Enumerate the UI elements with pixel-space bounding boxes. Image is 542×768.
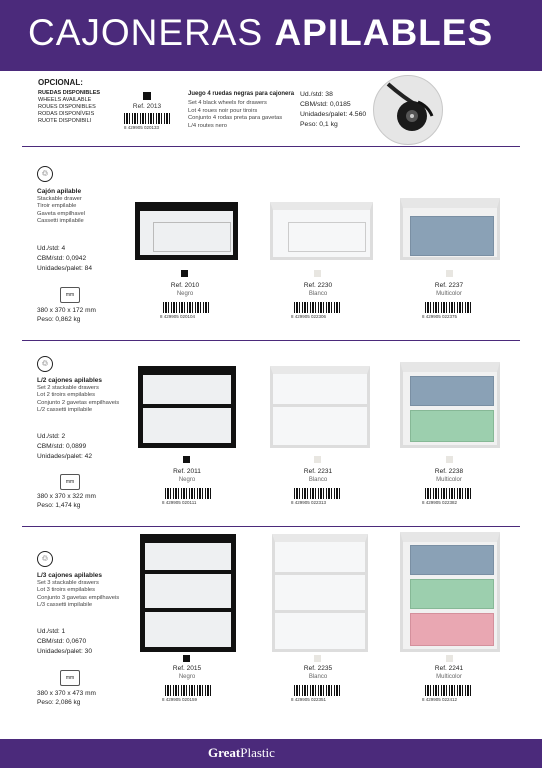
product-barcode (163, 302, 209, 313)
product-ref-block (258, 468, 378, 484)
optional-line: WHEELS AVAILABLE (38, 97, 92, 103)
barcode-number: 8 429905 022382 (422, 500, 458, 505)
section-title: L/2 cajones apilables (37, 377, 103, 384)
product-color: Multicolor (436, 477, 462, 483)
product-color: Negro (178, 674, 196, 680)
barcode-number: 8 429905 022412 (422, 697, 458, 702)
section-divider (22, 146, 520, 147)
section-line: Conjunto 2 gavetas empilhaveis (37, 399, 120, 406)
optional-line: RUOTE DISPONIBILI (38, 118, 92, 124)
section-line: Conjunto 3 gavetas empilhaveis (37, 594, 120, 601)
spec-line: Unidades/palet: 30 (37, 647, 92, 655)
spec-line: CBM/std: 0,0185 (300, 101, 351, 108)
spec-line: Unidades/palet: 42 (37, 452, 92, 460)
dims-line: 380 x 370 x 473 mm (37, 690, 96, 697)
section-line: Lot 3 tiroirs empilables (37, 587, 95, 594)
section-lines (37, 385, 119, 414)
drawer-separator (143, 404, 231, 408)
section-line: Stackable drawer (37, 196, 82, 202)
section-dimensions (37, 492, 96, 510)
optional-line: ROUES DISPONIBLES (38, 104, 96, 110)
wheels-ref: Ref. 2013 (132, 103, 162, 110)
product-color: Blanco (308, 477, 328, 483)
weight-line: Peso: 0,862 kg (37, 316, 81, 323)
barcode-number: 8 429905 022313 (291, 500, 327, 505)
product-barcode (165, 685, 211, 696)
optional-line: RUEDAS DISPONIBLES (38, 90, 101, 96)
drawer-front-pink (410, 613, 494, 646)
kit-line: L/4 routes nero (188, 122, 227, 129)
brand-logo (208, 745, 275, 761)
product-ref: Ref. 2015 (172, 665, 202, 672)
product-color: Blanco (308, 674, 328, 680)
drawer-front-green (410, 579, 494, 609)
barcode-number: 8 429905 022351 (291, 697, 327, 702)
optional-lines (38, 90, 100, 125)
product-ref-block (127, 468, 247, 484)
optional-line: RODAS DISPONÍVEIS (38, 111, 95, 117)
barcode-number: 8 429905 020104 (160, 314, 196, 319)
drawer-front-blue (410, 216, 494, 256)
dimension-box-icon: mm (60, 670, 80, 686)
kit-title: Juego 4 ruedas negras para cajonera (188, 91, 295, 97)
drawer-separator (273, 404, 367, 407)
title-light: CAJONERAS (28, 12, 264, 53)
product-barcode (425, 488, 471, 499)
product-color: Negro (178, 477, 196, 483)
white-color-swatch (314, 270, 321, 277)
product-color: Blanco (308, 291, 328, 297)
black-color-swatch (143, 92, 151, 100)
spec-line: Ud./std: 2 (37, 433, 66, 440)
dimension-box-icon: mm (60, 474, 80, 490)
brand-light: Plastic (240, 745, 275, 760)
barcode-number: 8 429905 020159 (162, 697, 198, 702)
section-specs (37, 627, 92, 656)
wheels-barcode-number: 8 429905 020133 (124, 125, 160, 130)
black-color-swatch (181, 270, 188, 277)
drawer-separator (145, 570, 231, 574)
recycle-icon: ♲ (37, 551, 53, 567)
footer-banner (0, 739, 542, 768)
drawer-front (288, 222, 366, 252)
product-ref-block (125, 282, 245, 298)
section-line: L/2 cassetti impilabile (37, 406, 93, 413)
product-color: Negro (176, 291, 194, 297)
kit-line: Lot 4 roues noir pour tiroirs (188, 107, 258, 114)
spec-line: Ud./std: 1 (37, 628, 66, 635)
wheels-barcode (124, 113, 170, 124)
spec-line: Peso: 0,1 kg (300, 121, 338, 128)
spec-line: Unidades/palet: 84 (37, 264, 92, 272)
product-ref: Ref. 2238 (434, 468, 464, 475)
section-dimensions (37, 689, 96, 707)
barcode-number: 8 429905 020111 (162, 500, 197, 505)
drawer-front (153, 222, 231, 252)
multicolor-swatch (446, 456, 453, 463)
section-line: Set 3 stackable drawers (37, 580, 99, 586)
brand-bold: Great (208, 745, 241, 760)
product-ref-block (127, 665, 247, 681)
product-color: Multicolor (436, 674, 462, 680)
multicolor-swatch (446, 655, 453, 662)
product-color: Multicolor (436, 291, 462, 297)
drawer-front-blue (410, 545, 494, 575)
product-barcode (294, 488, 340, 499)
drawer-front-blue (410, 376, 494, 406)
section-divider (22, 526, 520, 527)
product-barcode (294, 685, 340, 696)
optional-label: OPCIONAL: (38, 78, 83, 87)
spec-line: Ud./std: 38 (300, 91, 333, 98)
drawer-image-white (270, 366, 370, 448)
spec-line: Ud./std: 4 (37, 245, 66, 252)
white-color-swatch (314, 655, 321, 662)
white-color-swatch (314, 456, 321, 463)
section-title: Cajón apilable (37, 188, 82, 195)
section-line: L/3 cassetti impilabile (37, 601, 93, 608)
recycle-icon: ♲ (37, 356, 53, 372)
drawer-front-green (410, 410, 494, 442)
section-line: Set 2 stackable drawers (37, 385, 99, 391)
weight-line: Peso: 1,474 kg (37, 502, 81, 509)
product-barcode (425, 302, 471, 313)
product-ref: Ref. 2235 (303, 665, 333, 672)
drawer-separator (145, 608, 231, 612)
product-barcode (294, 302, 340, 313)
kit-line: Set 4 black wheels for drawers (188, 100, 267, 106)
product-ref: Ref. 2241 (434, 665, 464, 672)
product-ref: Ref. 2237 (434, 282, 464, 289)
product-barcode (165, 488, 211, 499)
drawer-image-white (272, 534, 368, 652)
section-line: Gaveta empilhavel (37, 210, 86, 217)
header-banner (0, 0, 542, 71)
product-ref: Ref. 2230 (303, 282, 333, 289)
weight-line: Peso: 2,086 kg (37, 699, 81, 706)
drawer-separator (275, 610, 365, 613)
product-ref: Ref. 2011 (173, 468, 201, 475)
section-title: L/3 cajones apilables (37, 572, 103, 579)
product-ref-block (258, 282, 378, 298)
dimension-box-icon: mm (60, 287, 80, 303)
product-ref-block (389, 468, 509, 484)
section-dimensions (37, 306, 96, 324)
recycle-icon: ♲ (37, 166, 53, 182)
drawer-separator (275, 572, 365, 575)
black-color-swatch (183, 655, 190, 662)
barcode-number: 8 429905 022306 (291, 314, 327, 319)
product-ref-block (258, 665, 378, 681)
product-ref: Ref. 2010 (170, 282, 200, 289)
section-lines (37, 580, 119, 609)
dims-line: 380 x 370 x 172 mm (37, 307, 96, 314)
product-ref-block (389, 282, 509, 298)
section-line: Tiroir empilable (37, 203, 77, 210)
drawer-image-black (140, 534, 236, 652)
section-line: Lot 2 tiroirs empilables (37, 392, 95, 399)
section-divider (22, 340, 520, 341)
spec-line: CBM/std: 0,0942 (37, 254, 87, 262)
kit-line: Conjunto 4 rodas preta para gavetas (188, 115, 283, 121)
product-ref-block (389, 665, 509, 681)
section-specs (37, 244, 92, 273)
title-bold: APILABLES (274, 12, 494, 53)
section-specs (37, 432, 92, 461)
product-barcode (425, 685, 471, 696)
wheels-specs (300, 90, 366, 130)
black-color-swatch (183, 456, 190, 463)
spec-line: Unidades/palet: 4.560 (300, 111, 367, 118)
spec-line: CBM/std: 0,0899 (37, 442, 87, 450)
optional-wheels-section (0, 71, 542, 146)
section-line: Cassetti impilabile (37, 217, 84, 224)
wheel-image (373, 75, 443, 145)
spec-line: CBM/std: 0,0670 (37, 637, 87, 645)
page-title (28, 12, 493, 54)
product-ref: Ref. 2231 (303, 468, 333, 475)
barcode-number: 8 429905 022375 (422, 314, 458, 319)
kit-lines (188, 100, 282, 130)
dims-line: 380 x 370 x 322 mm (37, 493, 96, 500)
section-lines (37, 196, 85, 225)
multicolor-swatch (446, 270, 453, 277)
